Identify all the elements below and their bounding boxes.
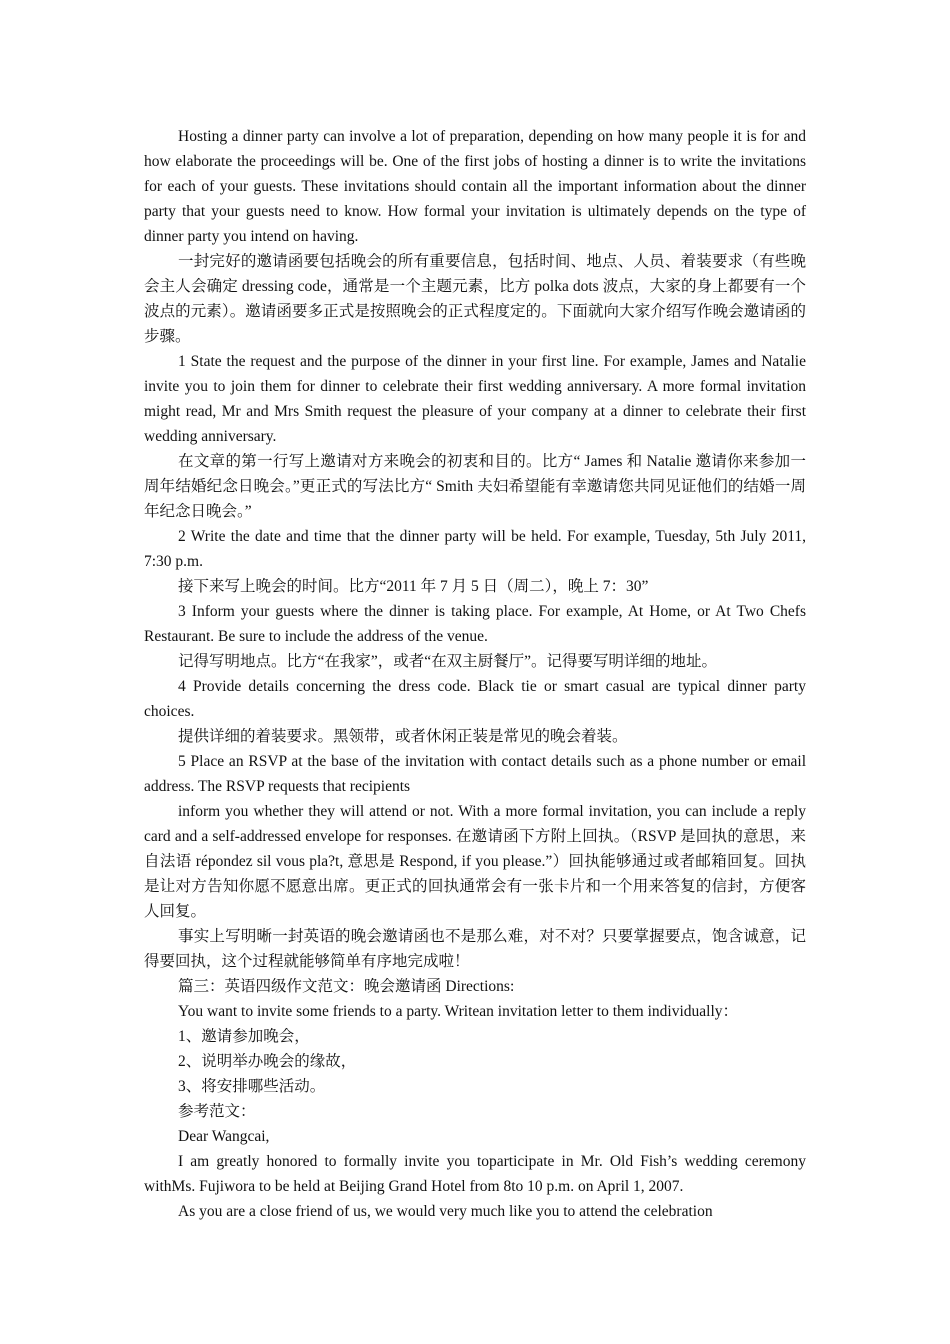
list-item-1: 1、邀请参加晚会， [178, 1028, 310, 1045]
paragraph-step4-en: 4 Provide details concerning the dress code. Black tie or smart casual are typical dinner party choices. [144, 678, 806, 720]
document-body [144, 124, 806, 1224]
paragraph-directions: You want to invite some friends to a party. Writean invitation letter to them individually： [178, 1003, 739, 1020]
paragraph-step2-zh: 接下来写上晚会的时间。比方“2011 年 7 月 5 日（周二），晚上 7：30” [178, 578, 649, 595]
letter-body-1: I am greatly honored to formally invite you toparticipate in Mr. Old Fish’s wedding ceremony withMs. Fujiwora to be held at Beijing Grand Hotel from 8to 10 p.m. on April 1, 2007. [144, 1153, 806, 1195]
paragraph-step5-en: 5 Place an RSVP at the base of the invitation with contact details such as a phone number or email address. The RSVP requests that recipients [144, 753, 806, 795]
paragraph-step3-en: 3 Inform your guests where the dinner is taking place. For example, At Home, or At Two Chefs Restaurant. Be sure to include the address of the venue. [144, 603, 806, 645]
paragraph-intro-en: Hosting a dinner party can involve a lot of preparation, depending on how many people it is for and how elaborate the proceedings will be. One of the first jobs of hosting a dinner is to write the invitations for each of your guests. These invitations should contain all the important information about the dinner party that your guests need to know. How formal your invitation is ultimately depends on the type of dinner party you intend on having. [144, 128, 806, 245]
list-item-3: 3、将安排哪些活动。 [178, 1078, 326, 1095]
paragraph-step2-en: 2 Write the date and time that the dinner party will be held. For example, Tuesday, 5th July 2011, 7:30 p.m. [144, 528, 806, 570]
letter-salutation: Dear Wangcai, [178, 1128, 270, 1145]
paragraph-step5-cont: inform you whether they will attend or not. With a more formal invitation, you can include a reply card and a self-addressed envelope for responses. 在邀请函下方附上回执。（RSVP 是回执的意思，来自法语 répondez sil vous pla?t, 意思是 Respond, if you please.”）回执能够通过或者邮箱回复。回执是让对方告知你愿不愿意出席。更正式的回执通常会有一张卡片和一个用来答复的信封，方便客人回复。 [144, 803, 806, 920]
paragraph-section-heading: 篇三：英语四级作文范文：晚会邀请函 Directions: [178, 978, 515, 995]
paragraph-sample-label: 参考范文： [178, 1103, 256, 1120]
letter-body-2: As you are a close friend of us, we would very much like you to attend the celebration [178, 1203, 713, 1220]
paragraph-step3-zh: 记得写明地点。比方“在我家”，或者“在双主厨餐厅”。记得要写明详细的地址。 [178, 653, 718, 670]
list-item-2: 2、说明举办晚会的缘故， [178, 1053, 357, 1070]
paragraph-step4-zh: 提供详细的着装要求。黑领带，或者休闲正装是常见的晚会着装。 [178, 728, 628, 745]
paragraph-step1-zh: 在文章的第一行写上邀请对方来晚会的初衷和目的。比方“ James 和 Natalie 邀请你来参加一周年结婚纪念日晚会。”更正式的写法比方“ Smith 夫妇希望能有幸邀请您共同见证他们的结婚一周年纪念日晚会。” [144, 453, 806, 520]
paragraph-intro-zh: 一封完好的邀请函要包括晚会的所有重要信息，包括时间、地点、人员、着装要求（有些晚会主人会确定 dressing code，通常是一个主题元素，比方 polka dots 波点，大家的身上都要有一个波点的元素）。邀请函要多正式是按照晚会的正式程度定的。下面就向大家介绍写作晚会邀请函的步骤。 [144, 253, 806, 345]
paragraph-summary-zh: 事实上写明晰一封英语的晚会邀请函也不是那么难，对不对？只要掌握要点，饱含诚意，记得要回执，这个过程就能够简单有序地完成啦！ [144, 928, 806, 970]
paragraph-step1-en: 1 State the request and the purpose of the dinner in your first line. For example, James and Natalie invite you to join them for dinner to celebrate their first wedding anniversary. A more formal invitation might read, Mr and Mrs Smith request the pleasure of your company at a dinner to celebrate their first wedding anniversary. [144, 353, 806, 445]
